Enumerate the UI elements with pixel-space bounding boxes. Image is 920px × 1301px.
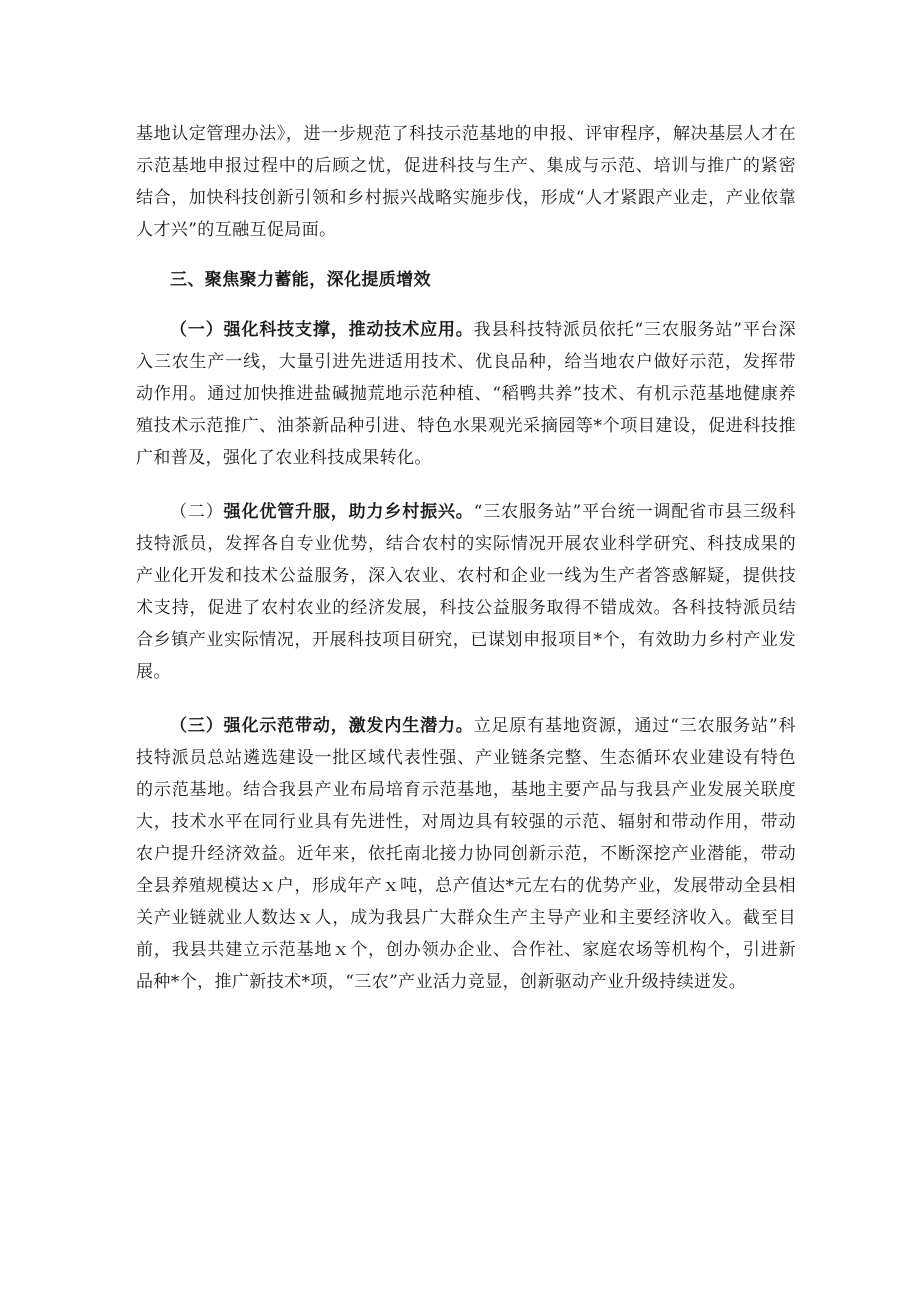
subsection-1-body: 我县科技特派员依托“三农服务站”平台深入三农生产一线，大量引进先进适用技术、优良品种，给当地农户做好示范，发挥带动作用。通过加快推进盐碱抛荒地示范种植、“稻鸭共养”技术、有机示范基地健康养殖技术示范推广、油茶新品种引进、特色水果观光采摘园等*个项目建设，促进科技推广和普及，强化了农业科技成果转化。 bbox=[136, 320, 796, 468]
subsection-2-title: 强化优管升服，助力乡村振兴。 bbox=[223, 502, 474, 522]
paragraph-subsection-1 bbox=[136, 314, 796, 474]
paragraph-subsection-3 bbox=[136, 710, 796, 998]
paragraph-intro: 基地认定管理办法》，进一步规范了科技示范基地的申报、评审程序，解决基层人才在示范基地申报过程中的后顾之忧，促进科技与生产、集成与示范、培训与推广的紧密结合，加快科技创新引领和乡村振兴战略实施步伐，形成“人才紧跟产业走，产业依靠人才兴”的互融互促局面。 bbox=[136, 124, 796, 240]
subsection-1-title: （一）强化科技支撑，推动技术应用。 bbox=[170, 320, 474, 340]
document-page bbox=[136, 118, 796, 998]
subsection-2-body: “三农服务站”平台统一调配省市县三级科技特派员，发挥各自专业优势，结合农村的实际情况开展农业科学研究、科技成果的产业化开发和技术公益服务，深入农业、农村和企业一线为生产者答惑解疑，提供技术支持，促进了农村农业的经济发展，科技公益服务取得不错成效。各科技特派员结合乡镇产业实际情况，开展科技项目研究，已谋划申报项目*个，有效助力乡村产业发展。 bbox=[136, 502, 797, 682]
subsection-3-title: （三）强化示范带动，激发内生潜力。 bbox=[170, 716, 474, 736]
section-heading-3: 三、聚焦聚力蓄能，深化提质增效 bbox=[170, 270, 431, 290]
paragraph-subsection-2 bbox=[136, 496, 796, 688]
subsection-3-body: 立足原有基地资源，通过“三农服务站”科技特派员总站遴选建设一批区域代表性强、产业链条完整、生态循环农业建设有特色的示范基地。结合我县产业布局培育示范基地，基地主要产品与我县产业发展关联度大，技术水平在同行业具有先进性，对周边具有较强的示范、辐射和带动作用，带动农户提升经济效益。近年来，依托南北接力协同创新示范，不断深挖产业潜能，带动全县养殖规模达ｘ户，形成年产ｘ吨，总产值达*元左右的优势产业，发展带动全县相关产业链就业人数达ｘ人，成为我县广大群众生产主导产业和主要经济收入。截至目前，我县共建立示范基地ｘ个，创办领办企业、合作社、家庭农场等机构个，引进新品种*个，推广新技术*项，“三农”产业活力竞显，创新驱动产业升级持续迸发。 bbox=[136, 716, 796, 992]
subsection-2-prefix: （二） bbox=[170, 502, 224, 522]
